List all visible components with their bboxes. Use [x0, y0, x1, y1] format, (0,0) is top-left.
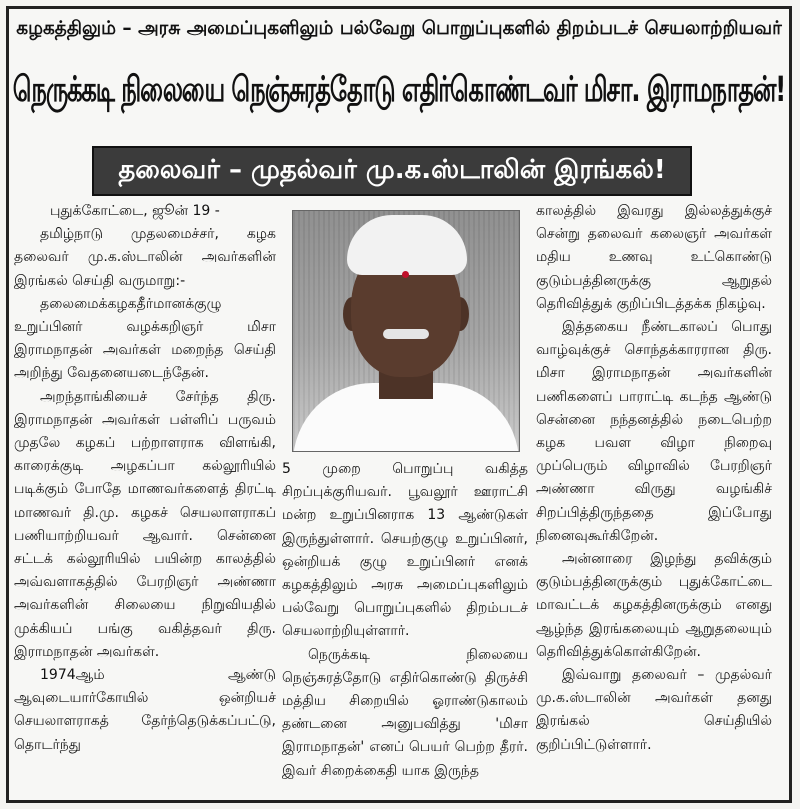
column-3	[536, 200, 772, 757]
paragraph: 5 முறை பொறுப்பு வகித்த சிறப்புக்குரியவர். பூவலூர் ஊராட்சி மன்ற உறுப்பினராக 13 ஆண்டுகள் இருந்துள்ளார். செயற்குழு உறுப்பினர், ஒன்றியக் குழு உறுப்பினர் எனக் கழகத்திலும் அரசு அமைப்புகளிலும் பல்வேறு பொறுப்புகளில் திறம்படச் செயலாற்றியுள்ளார்.	[282, 461, 528, 640]
paragraph: தமிழ்நாடு முதலமைச்சர், கழக தலைவர் மு.க.ஸ்டாலின் அவர்களின் இரங்கல் செய்தி வருமாறு:-	[14, 226, 276, 289]
kicker-line: கழகத்திலும் – அரசு அமைப்புகளிலும் பல்வேறு பொறுப்புகளில் திறம்படச் செயலாற்றியவர்	[16, 17, 782, 39]
headline: நெருக்கடி நிலையை நெஞ்சுரத்தோடு எதிர்கொண்டவர் மிசா. இராமநாதன்!	[12, 68, 786, 110]
paragraph: இத்தகைய நீண்டகாலப் பொது வாழ்வுக்குச் சொந்தக்காரரான திரு. மிசா இராமநாதன் அவர்களின் பணிகளைப் பாராட்டி கடந்த ஆண்டு சென்னை நந்தனத்தில் நடைபெற்ற கழக பவள விழா நிறைவு முப்பெரும் விழாவில் பேரறிஞர் அண்ணா விருது வழங்கிச் சிறப்பித்திருந்ததை இப்போது நினைவுகூர்கிறேன்.	[536, 319, 772, 544]
dateline: புதுக்கோட்டை, ஜூன் 19 -	[50, 203, 220, 219]
paragraph: 1974ஆம் ஆண்டு ஆவுடையார்கோயில் ஒன்றியச் செயலாளராகத் தேர்ந்தெடுக்கப்பட்டு, தொடர்ந்து	[14, 667, 276, 753]
paragraph: நெருக்கடி நிலையை நெஞ்சுரத்தோடு எதிர்கொண்டு திருச்சி மத்திய சிறையில் ஓராண்டுகாலம் தண்டனை அனுபவித்து 'மிசா இராமநாதன்' எனப் பெயர் பெற்ற தீரர். இவர் சிறைக்கைதி யாக இருந்த	[282, 646, 528, 779]
column-1	[14, 200, 276, 757]
paragraph: அறந்தாங்கியைச் சேர்ந்த திரு. இராமநாதன் அவர்கள் பள்ளிப் பருவம் முதலே கழகப் பற்றாளராக விளங்கி, காரைக்குடி அழகப்பா கல்லூரியில் படிக்கும் போதே மாணவர்களைத் திரட்டி மாணவர் தி.மு. கழகச் செயலாளராகப் பணியாற்றியவர் ஆவார். சென்னை சட்டக் கல்லூரியில் பயின்ற காலத்தில் அவ்வளாகத்தில் பேரறிஞர் அண்ணா அவர்களின் சிலையை நிறுவியதில் முக்கியப் பங்கு வகித்தவர் திரு. இராமநாதன் அவர்கள்.	[14, 388, 276, 660]
paragraph: அன்னாரை இழந்து தவிக்கும் குடும்பத்தினருக்கும் புதுக்கோட்டை மாவட்டக் கழகத்தினருக்கும் எனது ஆழ்ந்த இரங்கலையும் ஆறுதலையும் தெரிவித்துக்கொள்கிறேன்.	[536, 551, 772, 660]
subheading-banner: தலைவர் – முதல்வர் மு.க.ஸ்டாலின் இரங்கல்!	[92, 146, 692, 196]
paragraph: காலத்தில் இவரது இல்லத்துக்குச் சென்று தலைவர் கலைஞர் அவர்கள் மதிய உணவு உட்கொண்டு குடும்பத்தினருக்கு ஆறுதல் தெரிவித்துக் குறிப்பிடத்தக்க நிகழ்வு.	[536, 203, 772, 312]
paragraph: இவ்வாறு தலைவர் – முதல்வர் மு.க.ஸ்டாலின் அவர்கள் தனது இரங்கல் செய்தியில் குறிப்பிட்டுள்ளார்.	[536, 667, 772, 753]
portrait-photo	[292, 210, 520, 452]
paragraph: தலைமைக்கழகதீர்மானக்குழு உறுப்பினர் வழக்கறிஞர் மிசா இராமநாதன் அவர்கள் மறைந்த செய்தி அறிந்து வேதனையடைந்தேன்.	[14, 295, 276, 382]
column-2	[282, 458, 528, 783]
